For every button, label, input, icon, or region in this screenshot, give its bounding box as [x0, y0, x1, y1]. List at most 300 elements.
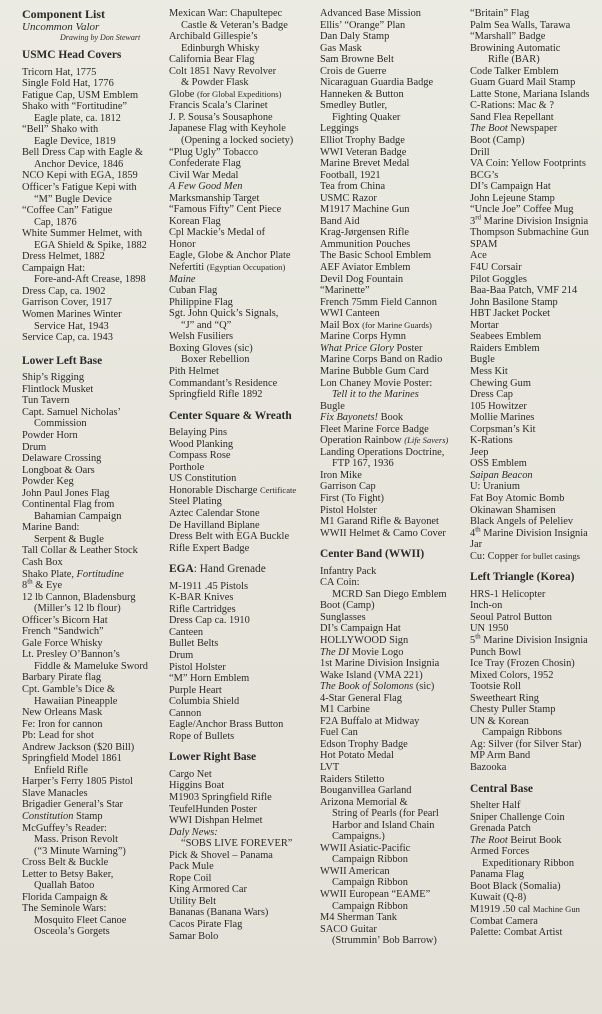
list-item: & Powder Flask [181, 77, 249, 89]
list-item: Cu: Copper for bullet casings [470, 550, 580, 562]
list-item: Powder Keg [22, 476, 74, 488]
list-item: UN 1950 [470, 623, 509, 635]
list-item: Bouganvillea Garland [320, 785, 412, 797]
list-item: Rope Coil [169, 872, 212, 884]
list-item: Combat Camera [470, 915, 538, 927]
page-subtitle: Uncommon Valor [22, 21, 100, 33]
list-item: Bell Dress Cap with Eagle & [22, 147, 143, 159]
list-item: Punch Bowl [470, 646, 522, 658]
section-heading-left-triangle: Left Triangle (Korea) [470, 571, 575, 584]
list-item: Ace [470, 250, 487, 262]
list-item: MCRD San Diego Emblem [332, 588, 447, 600]
list-item: A Few Good Men [169, 181, 243, 193]
list-item: Bazooka [470, 762, 507, 773]
list-item: SPAM [470, 238, 498, 250]
list-item: “Famous Fifty” Cent Piece [169, 204, 282, 216]
section-heading-lower-right-base: Lower Right Base [169, 751, 257, 764]
list-item: White Summer Helmet, with [22, 228, 143, 240]
list-item: Rope of Bullets [169, 730, 235, 742]
list-item: Rifle Expert Badge [169, 542, 250, 554]
list-item: Honor [169, 238, 196, 250]
list-item: Advanced Base Mission [320, 8, 422, 19]
list-item: Chewing Gum [470, 377, 531, 389]
list-item: Jeep [470, 446, 489, 458]
list-item: Rifle (BAR) [488, 54, 540, 66]
list-item: Andrew Jackson ($20 Bill) [22, 741, 135, 753]
list-item: Letter to Betsy Baker, [22, 868, 114, 880]
list-item: NCO Kepi with EGA, 1859 [22, 170, 138, 182]
list-item: Cacos Pirate Flag [169, 919, 243, 931]
list-item: Pilot Goggles [470, 273, 527, 285]
list-item: McGuffey’s Reader: [22, 822, 107, 834]
list-item: Anchor Device, 1846 [34, 158, 124, 170]
list-item: Arizona Memorial & [320, 796, 408, 808]
list-item: Bullet Belts [169, 638, 219, 650]
list-item: Belaying Pins [169, 427, 228, 439]
list-item: Daly News: [169, 826, 218, 838]
list-item: Drum [169, 649, 194, 661]
list-item: Cargo Net [169, 768, 212, 780]
list-item: Garrison Cap [320, 481, 376, 493]
list-item: 1st Marine Division Insignia [320, 658, 440, 670]
list-item: Bahamian Campaign [34, 510, 122, 522]
list-item: Chesty Puller Stamp [470, 704, 556, 716]
list-item: Purple Heart [169, 684, 222, 696]
list-item: John Paul Jones Flag [22, 487, 110, 499]
list-item: Cross Belt & Buckle [22, 857, 109, 869]
list-item: Mortar [470, 319, 499, 331]
list-item: Service Hat, 1943 [34, 320, 109, 332]
section-heading-lower-left-base: Lower Left Base [22, 354, 103, 367]
list-item: Barbary Pirate flag [22, 672, 102, 684]
list-item: FTP 167, 1936 [332, 458, 394, 470]
list-item: Globe (for Global Expeditions) [169, 88, 282, 100]
list-item: Devil Dog Fountain [320, 273, 404, 285]
list-item: The Root Beirut Book [470, 834, 562, 846]
list-item: BCG’s [470, 169, 499, 181]
list-item: Officer’s Bicorn Hat [22, 614, 108, 626]
list-item: Utility Belt [169, 895, 217, 907]
list-item: Sand Flea Repellant [470, 111, 554, 123]
list-item: M4 Sherman Tank [320, 912, 398, 924]
list-item: Hot Potato Medal [320, 750, 394, 762]
list-item: Marine Corps Hymn [320, 331, 407, 343]
list-item: John Basilone Stamp [470, 296, 558, 308]
list-item: Francis Scala’s Clarinet [169, 100, 268, 112]
list-item: Eagle/Anchor Brass Button [169, 719, 284, 731]
list-item: Rifle Cartridges [169, 603, 236, 615]
list-item: 8th & Eye [22, 577, 63, 592]
list-item: Powder Horn [22, 429, 78, 441]
list-item: Gale Force Whisky [22, 637, 103, 649]
list-item: HOLLYWOOD Sign [320, 634, 409, 646]
list-item: French 75mm Field Cannon [320, 296, 437, 308]
page-title: Component List [22, 7, 106, 21]
list-item: Nefertiti (Egyptian Occupation) [169, 262, 286, 274]
list-item: Philippine Flag [169, 296, 233, 308]
list-item: Mollie Marines [470, 412, 535, 424]
list-item: What Price Glory Poster [320, 342, 423, 354]
list-item: Tootsie Roll [470, 681, 521, 693]
list-item: Canteen [169, 626, 204, 638]
list-item: WWI Canteen [320, 308, 380, 320]
center-square-list [169, 427, 319, 554]
list-item: Harbor and Island Chain [332, 819, 435, 831]
list-item: C-Rations: Mac & ? [470, 100, 554, 112]
list-item: HBT Jacket Pocket [470, 308, 551, 320]
list-item: Pick & Shovel – Panama [169, 849, 273, 861]
list-item: “Plug Ugly” Tobacco [169, 146, 259, 158]
list-item: Shako with “Fortitudine” [22, 101, 128, 113]
list-item: “Britain” Flag [470, 8, 530, 19]
section-heading-central-base: Central Base [470, 782, 533, 795]
list-item: John Lejeune Stamp [470, 192, 555, 204]
list-item: Sniper Challenge Coin [470, 811, 565, 823]
list-item: Lt. Presley O’Bannon’s [22, 649, 120, 661]
list-item: Sweetheart Ring [470, 692, 539, 704]
list-item: Marine Brevet Medal [320, 158, 410, 170]
list-item: Compass Rose [169, 450, 231, 462]
list-item: Service Cap, ca. 1943 [22, 332, 113, 344]
list-item: Campaign Ribbon [332, 854, 408, 866]
list-item: TeufelHunden Poster [169, 803, 257, 815]
list-item: Ship’s Rigging [22, 372, 85, 384]
list-item: 105 Howitzer [470, 400, 527, 412]
list-item: Hanneken & Button [320, 88, 404, 100]
column-3 [320, 8, 466, 947]
list-item: HRS-1 Helicopter [470, 588, 546, 600]
list-item: U: Uranium [470, 481, 520, 493]
list-item: Browining Automatic [470, 42, 561, 54]
list-item: The Seminole Wars: [22, 903, 107, 915]
list-item: Osceola’s Gorgets [34, 926, 110, 938]
list-item: Drum [22, 441, 47, 453]
list-item: “M” Horn Emblem [169, 673, 250, 685]
list-item: M1903 Springfield Rifle [169, 792, 272, 803]
list-item: Black Angels of Peleliev [470, 516, 574, 528]
list-item: Leggings [320, 123, 359, 135]
list-item: Wake Island (VMA 221) [320, 669, 423, 681]
list-item: Welsh Fusiliers [169, 331, 234, 343]
list-item: M1 Carbine [320, 704, 370, 716]
list-item: First (To Fight) [320, 492, 384, 504]
list-item: LVT [320, 762, 340, 773]
list-item: “Uncle Joe” Coffee Mug [470, 204, 574, 216]
list-item: King Armored Car [169, 884, 247, 896]
list-item: EGA Shield & Spike, 1882 [34, 239, 147, 251]
list-item: Dress Helmet, 1882 [22, 251, 105, 263]
list-item: J. P. Sousa’s Sousaphone [169, 111, 273, 123]
list-item: Mosquito Fleet Canoe [34, 914, 127, 926]
list-item: Flintlock Musket [22, 383, 94, 395]
list-item: Japanese Flag with Keyhole [169, 123, 286, 135]
list-item: VA Coin: Yellow Footprints [470, 158, 586, 170]
list-item: Garrison Cover, 1917 [22, 297, 112, 309]
list-item: “M” Bugle Device [34, 193, 112, 205]
list-item: Mail Box (for Marine Guards) [320, 319, 432, 331]
list-item: Sgt. John Quick’s Signals, [169, 308, 279, 320]
list-item: OSS Emblem [470, 458, 527, 470]
list-item: USMC Razor [320, 192, 377, 204]
list-item: Tea from China [320, 181, 386, 193]
list-item: Castle & Veteran’s Badge [181, 19, 288, 31]
list-item: US Constitution [169, 473, 237, 485]
list-item: Korean Flag [169, 215, 221, 227]
list-item: Capt. Samuel Nicholas’ [22, 406, 121, 418]
list-item: Delaware Crossing [22, 453, 102, 465]
list-item: Edinburgh Whisky [181, 42, 260, 54]
list-item: Band Aid [320, 215, 360, 227]
list-item: Ellis’ “Orange” Plan [320, 19, 406, 31]
list-item: Marksmanship Target [169, 192, 260, 204]
list-item: Continental Flag from [22, 499, 115, 511]
list-item: Tell it to the Marines [332, 389, 419, 401]
list-item: Eagle, Globe & Anchor Plate [169, 250, 291, 262]
list-item: 12 lb Cannon, Bladensburg [22, 591, 136, 603]
list-item: Dress Cap ca. 1910 [169, 615, 250, 627]
list-item: Fix Bayonets! Book [320, 412, 404, 424]
list-item: WWII Helmet & Camo Cover [320, 527, 446, 539]
list-item: Constitution Stamp [22, 811, 103, 822]
center-band-list [320, 566, 466, 947]
list-item: K-Rations [470, 435, 513, 447]
list-item: Ice Tray (Frozen Chosin) [470, 658, 575, 670]
list-item: Grenada Patch [470, 823, 531, 835]
list-item: Baa-Baa Patch, VMF 214 [470, 285, 578, 297]
list-item: Wood Planking [169, 438, 234, 450]
list-item: Nicaraguan Guardia Badge [320, 77, 434, 89]
list-item: Marine Band: [22, 522, 80, 534]
list-item: Cannon [169, 707, 202, 719]
list-item: Fiddle & Mameluke Sword [34, 660, 148, 672]
list-item: Samar Bolo [169, 930, 219, 942]
list-item: Marine Corps Band on Radio [320, 354, 443, 366]
central-base-list [470, 800, 600, 939]
list-item: Springfield Model 1861 [22, 753, 122, 765]
list-item: Fighting Quaker [332, 111, 401, 123]
list-item: Gas Mask [320, 42, 362, 54]
list-item: Kuwait (Q-8) [470, 892, 527, 904]
list-item: 4th Marine Division Insignia [470, 525, 588, 539]
list-item: Football, 1921 [320, 169, 381, 181]
list-item: Civil War Medal [169, 169, 239, 181]
list-item: Landing Operations Doctrine, [320, 446, 445, 458]
list-item: Shelter Half [470, 800, 521, 812]
list-item: Dress Cap [470, 389, 513, 401]
section-heading-usmc-head-covers: USMC Head Covers [22, 49, 122, 61]
list-item: Slave Manacles [22, 787, 88, 799]
list-item: Fe: Iron for cannon [22, 718, 103, 730]
list-item: Raiders Stiletto [320, 773, 385, 785]
list-item: Ag: Silver (for Silver Star) [470, 738, 582, 750]
list-item: New Orleans Mask [22, 707, 103, 719]
list-item: Operation Rainbow (Life Savers) [320, 435, 449, 447]
list-item: Iron Mike [320, 469, 362, 481]
col2-top-list [169, 8, 319, 401]
list-item: Longboat & Oars [22, 464, 95, 476]
list-item: Infantry Pack [320, 565, 377, 577]
list-item: Higgins Boat [169, 780, 225, 792]
section-heading-ega: EGA: Hand Grenade [169, 563, 266, 576]
list-item: WWII European “EAME” [320, 889, 431, 901]
list-item: AEF Aviator Emblem [320, 262, 411, 274]
list-item: Dress Cap, ca. 1902 [22, 285, 106, 297]
list-item: Boot (Camp) [470, 135, 525, 147]
list-item: Smedley Butler, [320, 100, 388, 112]
usmc-head-covers-list [22, 67, 162, 344]
list-item: Pb: Lead for shot [22, 730, 94, 742]
list-item: Bugle [320, 400, 345, 412]
list-item: Saipan Beacon [470, 469, 533, 481]
list-item: Campaign Ribbon [332, 900, 408, 912]
list-item: Cpt. Gamble’s Dice & [22, 683, 115, 695]
list-item: F4U Corsair [470, 262, 522, 274]
list-item: 5th Marine Division Insignia [470, 632, 588, 646]
list-item: Enfield Rifle [34, 764, 88, 776]
list-item: The DI Movie Logo [320, 646, 404, 658]
list-item: Elliot Trophy Badge [320, 135, 405, 147]
list-item: “J” and “Q” [181, 319, 232, 331]
section-heading-center-square: Center Square & Wreath [169, 409, 292, 422]
list-item: 4-Star General Flag [320, 692, 402, 704]
list-item: Pistol Holster [169, 661, 226, 673]
list-item: WWI Veteran Badge [320, 146, 407, 158]
list-item: Commandant’s Residence [169, 377, 278, 389]
list-item: Corpsman’s Kit [470, 423, 536, 435]
list-item: Thompson Submachine Gun [470, 227, 589, 239]
list-item: Columbia Shield [169, 696, 240, 708]
list-item: Sunglasses [320, 611, 366, 623]
list-item: Pack Mule [169, 861, 214, 873]
left-triangle-list [470, 589, 600, 774]
list-item: Seoul Patrol Button [470, 611, 552, 623]
list-item: Bugle [470, 354, 495, 366]
list-item: Shako Plate, Fortitudine [22, 568, 124, 580]
list-item: MP Arm Band [470, 750, 531, 762]
list-item: Dress Belt with EGA Buckle [169, 531, 290, 543]
list-item: Expeditionary Ribbon [482, 857, 575, 869]
list-item: Archibald Gillespie’s [169, 31, 258, 43]
col4-top-list [470, 8, 600, 562]
list-item: Campaigns.) [332, 831, 385, 843]
list-item: Brigadier General’s Star [22, 799, 123, 811]
list-item: Ammunition Pouches [320, 238, 411, 250]
list-item: Tun Tavern [22, 395, 70, 407]
list-item: Cash Box [22, 556, 63, 568]
list-item: California Bear Flag [169, 54, 255, 66]
list-item: Edson Trophy Badge [320, 738, 408, 750]
list-item: K-BAR Knives [169, 592, 234, 604]
list-item: Okinawan Shamisen [470, 504, 556, 516]
list-item: “Marshall” Badge [470, 31, 546, 43]
list-item: 3rd Marine Division Insignia [470, 213, 589, 227]
lower-right-base-list [169, 769, 319, 942]
list-item: Confederate Flag [169, 158, 241, 170]
list-item: Harper’s Ferry 1805 Pistol [22, 776, 133, 788]
list-item: Fore-and-Aft Crease, 1898 [34, 274, 146, 286]
list-item: CA Coin: [320, 577, 360, 589]
list-item: (Miller’s 12 lb flour) [34, 603, 121, 615]
list-item: Latte Stone, Mariana Islands [470, 88, 590, 100]
list-item: (Strummin’ Bob Barrow) [332, 935, 437, 947]
list-item: Panama Flag [470, 869, 524, 881]
list-item: Women Marines Winter [22, 309, 122, 321]
list-item: “Coffee Can” Fatigue [22, 205, 113, 217]
list-item: Campaign Ribbon [332, 877, 408, 889]
list-item: Commission [34, 418, 87, 430]
list-item: Krag-Jørgensen Rifle [320, 227, 409, 239]
list-item: Steel Plating [169, 496, 222, 508]
list-item: Cuban Flag [169, 285, 218, 297]
col3-top-list [320, 8, 466, 539]
list-item: Seabees Emblem [470, 331, 542, 343]
list-item: Fat Boy Atomic Bomb [470, 492, 565, 504]
list-item: Code Talker Emblem [470, 65, 559, 77]
list-item: F2A Buffalo at Midway [320, 715, 420, 727]
list-item: Colt 1851 Navy Revolver [169, 65, 277, 77]
list-item: Single Fold Hat, 1776 [22, 78, 114, 90]
column-1 [22, 8, 162, 938]
list-item: Campaign Ribbons [482, 727, 562, 739]
list-item: Pistol Holster [320, 504, 377, 516]
list-item: French “Sandwich” [22, 626, 104, 638]
list-item: Eagle Device, 1819 [34, 135, 116, 147]
ega-list [169, 581, 319, 743]
list-item: Tricorn Hat, 1775 [22, 66, 97, 78]
list-item: Tall Collar & Leather Stock [22, 545, 138, 557]
lower-left-base-list [22, 372, 162, 938]
list-item: De Havilland Biplane [169, 519, 260, 531]
list-item: Dan Daly Stamp [320, 31, 390, 43]
list-item: “Bell” Shako with [22, 124, 99, 136]
list-item: Bananas (Banana Wars) [169, 907, 269, 919]
list-item: “Marinette” [320, 285, 370, 297]
list-item: Jar [470, 539, 483, 551]
list-item: Sam Browne Belt [320, 54, 394, 66]
list-item: Raiders Emblem [470, 342, 540, 354]
list-item: Mess Kit [470, 365, 508, 377]
list-item: WWII Asiatic-Pacific [320, 842, 411, 854]
list-item: Eagle plate, ca. 1812 [34, 112, 121, 124]
list-item: M1917 Machine Gun [320, 204, 410, 216]
list-item: The Boot Newspaper [470, 123, 558, 135]
list-item: Drill [470, 146, 490, 158]
list-item: The Basic School Emblem [320, 250, 432, 262]
list-item: M1 Garand Rifle & Bayonet [320, 516, 439, 528]
list-item: Guam Guard Mail Stamp [470, 77, 576, 89]
drawing-credit: Drawing by Don Stewart [60, 33, 141, 42]
list-item: (“3 Minute Warning”) [34, 845, 126, 857]
list-item: DI’s Campaign Hat [320, 623, 401, 635]
list-item: Serpent & Bugle [34, 533, 104, 545]
list-item: SACO Guitar [320, 923, 377, 935]
list-item: Florida Campaign & [22, 891, 109, 903]
list-item: Armed Forces [470, 846, 530, 858]
list-item: Aztec Calendar Stone [169, 507, 260, 519]
section-heading-center-band: Center Band (WWII) [320, 548, 425, 561]
list-item: Mexican War: Chapultepec [169, 8, 283, 19]
list-item: Crois de Guerre [320, 65, 387, 77]
list-item: Inch-on [470, 600, 503, 612]
list-item: WWI Dishpan Helmet [169, 815, 263, 827]
column-2 [169, 8, 319, 942]
list-item: Fleet Marine Force Badge [320, 423, 429, 435]
list-item: Hawaiian Pineapple [34, 695, 118, 707]
list-item: (Opening a locked society) [181, 135, 294, 147]
list-item: WWII American [320, 865, 390, 877]
list-item: Honorable Discharge Certificate [169, 484, 297, 496]
list-item: Cpl Mackie’s Medal of [169, 227, 266, 239]
